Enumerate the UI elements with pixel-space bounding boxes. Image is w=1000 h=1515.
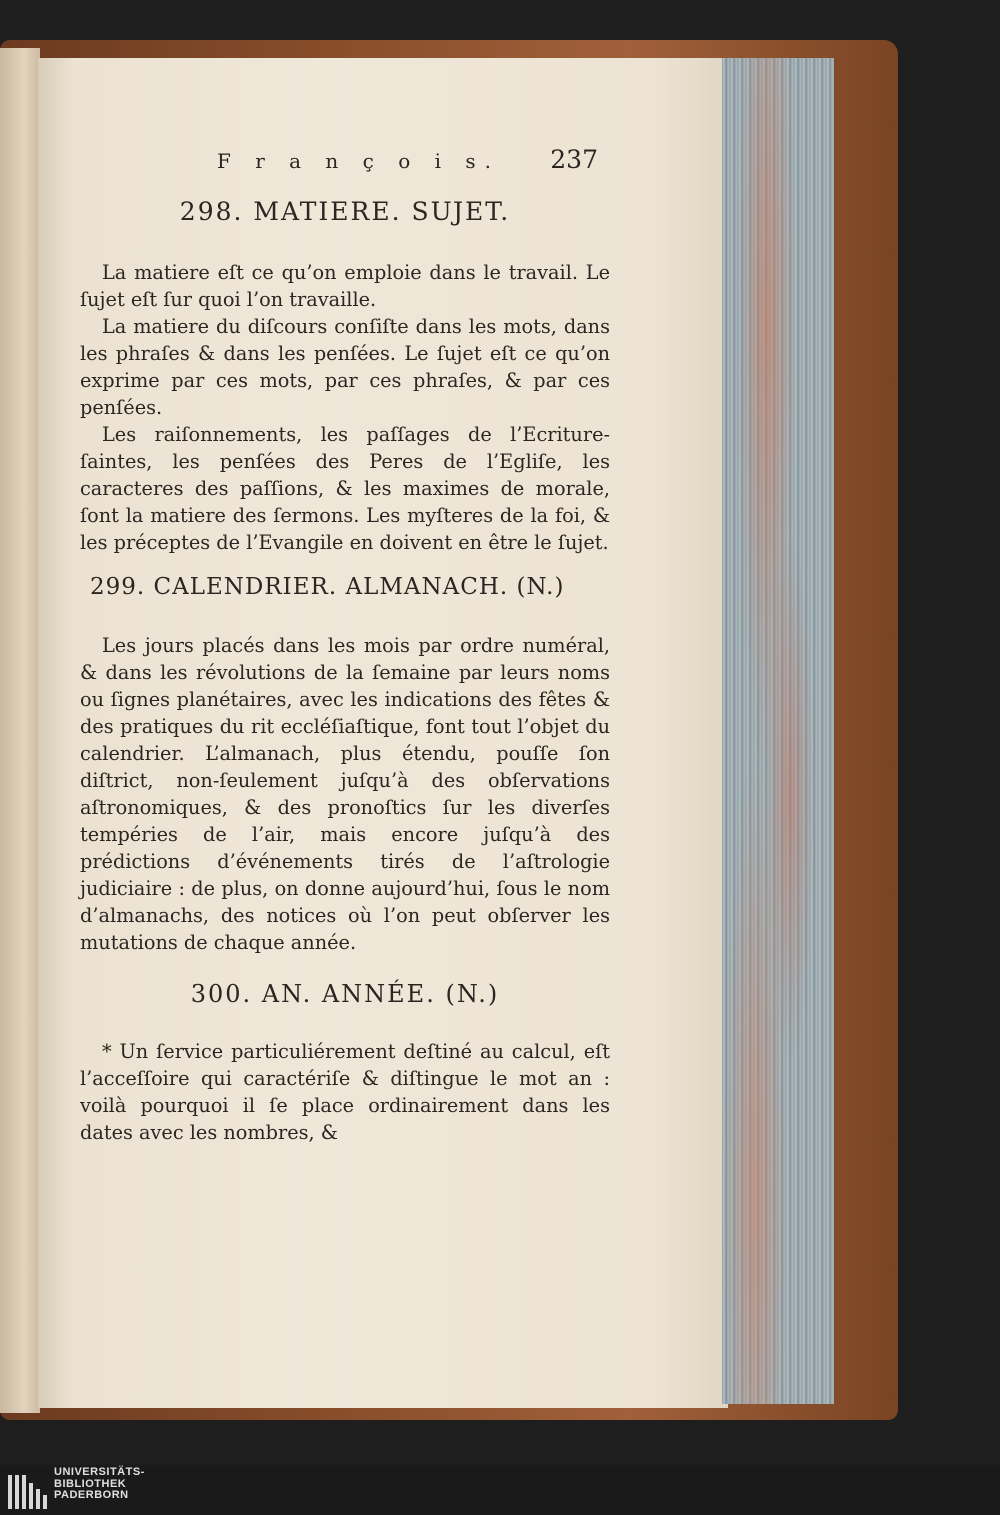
footer-bar xyxy=(0,1465,1000,1515)
section-299-body xyxy=(80,632,610,956)
page-number: 237 xyxy=(550,145,598,174)
facing-page-edge xyxy=(0,48,40,1413)
paragraph: Les raiſonnements, les paſſages de l’Ecriture-ſaintes, les penſées des Peres de l’Egliſe, les caracteres des paſſions, & les maximes de morale, ſont la matiere des ſermons. Les myſteres de la foi, & les préceptes de l’Evangile en doivent en être le ſujet. xyxy=(80,423,610,554)
running-title: F r a n ç o i s. xyxy=(217,149,501,173)
paragraph: La matiere eſt ce qu’on emploie dans le travail. Le ſujet eſt ſur quoi l’on travaille. xyxy=(80,261,610,311)
section-heading-300: 300. AN. ANNÉE. (N.) xyxy=(190,980,500,1008)
section-300-body xyxy=(80,1038,610,1146)
library-name-line: BIBLIOTHEK xyxy=(54,1477,127,1490)
paragraph: * Un ſervice particuliérement deſtiné au calcul, eſt l’acceſſoire qui caractériſe & diſtingue le mot an : voilà pourquoi il ſe place ordinairement dans les dates avec les nombres, & xyxy=(80,1040,610,1144)
library-logo-icon xyxy=(8,1469,50,1509)
library-name-line: PADERBORN xyxy=(54,1489,129,1501)
page-edges xyxy=(722,58,834,1404)
section-heading-299: 299. CALENDRIER. ALMANACH. (N.) xyxy=(90,574,565,600)
paragraph: La matiere du diſcours conſiſte dans les mots, dans les phraſes & dans les penſées. Le ſujet eſt ce qu’on exprime par ces mots, par ces phraſes, & par ces penſées. xyxy=(80,315,610,419)
library-name xyxy=(54,1467,145,1502)
paragraph: Les jours placés dans les mois par ordre numéral, & dans les révolutions de la ſemaine par leurs noms ou ſignes planétaires, avec les indications des fêtes & des pratiques du rit eccléſiaſtique, font tout l’objet du calendrier. L’almanach, plus étendu, pouſſe ſon diſtrict, non-ſeulement juſqu’à des obſervations aſtronomiques, & des pronoſtics ſur les diverſes tempéries de l’air, mais encore juſqu’à des prédictions d’événements tirés de l’aſtrologie judiciaire : de plus, on donne aujourd’hui, ſous le nom d’almanachs, des notices où l’on peut obſerver les mutations de chaque année. xyxy=(80,634,610,954)
section-heading-298: 298. MATIERE. SUJET. xyxy=(179,197,511,226)
library-name-line: UNIVERSITÄTS- xyxy=(54,1466,145,1478)
page-text xyxy=(80,145,610,1146)
section-298-body xyxy=(80,259,610,556)
running-header xyxy=(80,145,610,187)
